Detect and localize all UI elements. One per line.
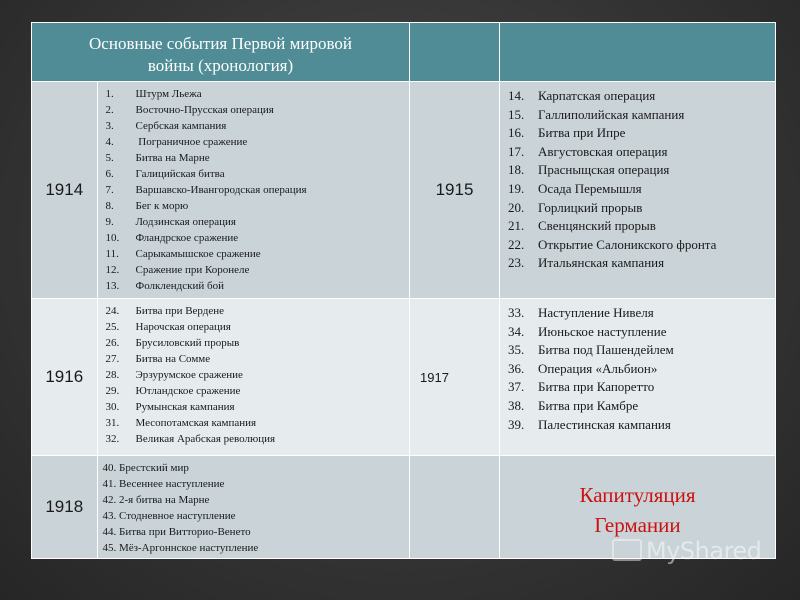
watermark bbox=[612, 537, 761, 565]
list-item bbox=[106, 415, 410, 431]
chronology-table bbox=[31, 22, 776, 559]
item-text: Ютландское сражение bbox=[135, 385, 241, 397]
list-item: 42. 2-я битва на Марне bbox=[102, 494, 210, 506]
item-number: 16. bbox=[508, 125, 525, 141]
header-title-cell bbox=[32, 23, 410, 82]
item-number: 7. bbox=[105, 184, 114, 196]
watermark-text: MyShared bbox=[646, 537, 762, 565]
list-item bbox=[106, 399, 410, 415]
item-text: Прасныщская операция bbox=[538, 162, 670, 178]
item-text: Битва при Вердене bbox=[135, 305, 225, 317]
item-number: 4. bbox=[105, 136, 114, 148]
item-text: Наступление Нивеля bbox=[538, 305, 654, 320]
item-text: Галицийская битва bbox=[135, 168, 225, 180]
list-item bbox=[508, 143, 775, 162]
item-text: Осада Перемышля bbox=[538, 180, 642, 196]
item-text: Брусиловский прорыв bbox=[135, 337, 240, 349]
list-item: 40. Брестский мир bbox=[102, 462, 189, 474]
cell-1914 bbox=[32, 82, 410, 299]
events-1915-list bbox=[500, 82, 775, 273]
item-text: Пограничное сражение bbox=[135, 136, 248, 148]
presentation-icon bbox=[612, 539, 642, 561]
list-item bbox=[106, 262, 410, 278]
list-item bbox=[106, 319, 410, 335]
item-text: Фландрское сражение bbox=[135, 232, 239, 244]
item-text: Палестинская кампания bbox=[538, 416, 671, 432]
item-text: Месопотамская кампания bbox=[135, 417, 257, 429]
list-item bbox=[508, 304, 775, 323]
events-1914-list bbox=[98, 82, 410, 294]
item-number: 35. bbox=[508, 342, 525, 358]
item-number: 33. bbox=[508, 305, 525, 320]
list-item bbox=[106, 367, 410, 383]
item-number: 37. bbox=[508, 379, 525, 395]
list-item bbox=[106, 230, 410, 246]
list-item bbox=[106, 335, 410, 351]
item-text: Штурм Льежа bbox=[135, 88, 202, 100]
item-number: 2. bbox=[105, 104, 114, 116]
list-item bbox=[106, 150, 410, 166]
item-text: Румынская кампания bbox=[135, 401, 235, 413]
list-item bbox=[508, 323, 775, 342]
item-number: 25. bbox=[105, 321, 120, 333]
events-1918-list bbox=[98, 456, 410, 556]
list-item bbox=[106, 198, 410, 214]
item-text: Великая Арабская революция bbox=[135, 433, 276, 445]
item-number: 8. bbox=[105, 200, 114, 212]
list-item: 43. Стодневное наступление bbox=[102, 510, 236, 522]
list-item bbox=[106, 303, 410, 319]
capitulation-line-1: Капитуляция bbox=[579, 483, 696, 507]
item-number: 36. bbox=[508, 360, 525, 376]
item-number: 21. bbox=[508, 218, 525, 234]
item-number: 29. bbox=[105, 385, 120, 397]
list-item bbox=[508, 397, 775, 416]
cell-1918 bbox=[32, 456, 410, 559]
item-text: Операция «Альбион» bbox=[538, 360, 658, 376]
list-item: 41. Весеннее наступление bbox=[102, 478, 225, 490]
list-item bbox=[508, 254, 775, 273]
events-1915-cell bbox=[500, 82, 776, 299]
item-number: 38. bbox=[508, 397, 525, 413]
item-number: 24. bbox=[105, 305, 120, 317]
list-item bbox=[106, 86, 410, 102]
item-text: Варшавско-Ивангородская операция bbox=[135, 184, 307, 196]
item-number: 12. bbox=[105, 264, 120, 276]
list-item bbox=[508, 416, 775, 435]
item-text: Битва при Капоретто bbox=[538, 379, 655, 395]
title-line-1: Основные события Первой мировой bbox=[89, 34, 352, 53]
item-number: 31. bbox=[105, 417, 120, 429]
item-number: 22. bbox=[508, 236, 525, 252]
header-row bbox=[32, 23, 776, 82]
item-text: Битва при Ипре bbox=[538, 125, 626, 141]
empty-cell bbox=[410, 456, 500, 559]
list-item bbox=[508, 124, 775, 143]
item-number: 20. bbox=[508, 199, 525, 215]
item-text: Фолклендский бой bbox=[135, 280, 224, 292]
item-number: 32. bbox=[105, 433, 120, 445]
list-item bbox=[106, 182, 410, 198]
item-number: 13. bbox=[105, 280, 120, 292]
list-item bbox=[106, 134, 410, 150]
item-number: 23. bbox=[508, 255, 525, 271]
list-item bbox=[106, 246, 410, 262]
item-text: Сербская кампания bbox=[135, 120, 227, 132]
item-number: 15. bbox=[508, 106, 525, 122]
item-number: 1. bbox=[105, 88, 114, 100]
item-text: Свенцянский прорыв bbox=[538, 218, 656, 234]
year-1916: 1916 bbox=[32, 299, 97, 455]
table-row bbox=[32, 299, 776, 456]
events-1916-list bbox=[98, 299, 410, 447]
list-item: 45. Мёз-Аргоннское наступление bbox=[102, 542, 259, 554]
item-number: 26. bbox=[105, 337, 120, 349]
item-text: Восточно-Прусская операция bbox=[135, 104, 274, 116]
cell-1916 bbox=[32, 299, 410, 456]
item-number: 39. bbox=[508, 416, 525, 432]
item-number: 28. bbox=[105, 369, 120, 381]
list-item bbox=[106, 431, 410, 447]
item-text: Итальянская кампания bbox=[538, 255, 665, 271]
item-text: Битва при Камбре bbox=[538, 397, 639, 413]
list-item bbox=[508, 360, 775, 379]
year-1915: 1915 bbox=[410, 82, 500, 299]
header-empty-cell bbox=[500, 23, 776, 82]
list-item bbox=[106, 102, 410, 118]
item-text: Сражение при Коронеле bbox=[135, 264, 250, 276]
item-number: 19. bbox=[508, 180, 525, 196]
list-item bbox=[508, 106, 775, 125]
item-text: Галлиполийская кампания bbox=[538, 106, 685, 122]
table-row bbox=[32, 82, 776, 299]
item-text: Сарыкамышское сражение bbox=[135, 248, 261, 260]
item-text: Открытие Салоникского фронта bbox=[538, 236, 717, 252]
item-text: Бег к морю bbox=[135, 200, 189, 212]
item-number: 11. bbox=[105, 248, 119, 260]
list-item: 44. Битва при Витторио-Венето bbox=[102, 526, 251, 538]
list-item bbox=[508, 87, 775, 106]
events-1917-list bbox=[500, 299, 775, 434]
year-1918: 1918 bbox=[32, 456, 97, 558]
item-number: 17. bbox=[508, 143, 525, 159]
item-text: Нарочская операция bbox=[135, 321, 231, 333]
item-text: Карпатская операция bbox=[538, 88, 656, 103]
list-item bbox=[106, 278, 410, 294]
list-item bbox=[508, 180, 775, 199]
item-number: 6. bbox=[105, 168, 114, 180]
item-text: Битва на Марне bbox=[135, 152, 210, 164]
item-number: 3. bbox=[105, 120, 114, 132]
header-empty-cell bbox=[410, 23, 500, 82]
table-title bbox=[32, 23, 409, 77]
item-number: 30. bbox=[105, 401, 120, 413]
capitulation-text bbox=[500, 456, 775, 540]
year-1914: 1914 bbox=[32, 82, 97, 298]
list-item bbox=[106, 214, 410, 230]
list-item bbox=[106, 351, 410, 367]
list-item bbox=[508, 236, 775, 255]
item-text: Горлицкий прорыв bbox=[538, 199, 643, 215]
item-number: 9. bbox=[105, 216, 114, 228]
events-1918-cell bbox=[97, 456, 409, 558]
item-number: 5. bbox=[105, 152, 114, 164]
item-number: 18. bbox=[508, 162, 525, 178]
item-text: Битва под Пашендейлем bbox=[538, 342, 674, 358]
item-number: 34. bbox=[508, 323, 525, 339]
title-line-2: войны (хронология) bbox=[147, 56, 294, 75]
events-1916-cell bbox=[97, 299, 409, 455]
item-text: Июньское наступление bbox=[538, 323, 667, 339]
list-item bbox=[508, 199, 775, 218]
year-1917: 1917 bbox=[410, 299, 500, 456]
list-item bbox=[508, 217, 775, 236]
item-number: 10. bbox=[105, 232, 120, 244]
list-item bbox=[106, 166, 410, 182]
list-item bbox=[508, 378, 775, 397]
item-text: Эрзурумское сражение bbox=[135, 369, 243, 381]
list-item bbox=[508, 341, 775, 360]
item-text: Августовская операция bbox=[538, 143, 668, 159]
item-text: Лодзинская операция bbox=[135, 216, 236, 228]
events-1917-cell bbox=[500, 299, 776, 456]
list-item bbox=[508, 161, 775, 180]
list-item bbox=[106, 118, 410, 134]
list-item bbox=[106, 383, 410, 399]
item-text: Битва на Сомме bbox=[135, 353, 211, 365]
item-number: 14. bbox=[508, 88, 525, 103]
capitulation-line-2: Германии bbox=[594, 513, 681, 537]
events-1914-cell bbox=[97, 82, 409, 298]
item-number: 27. bbox=[105, 353, 120, 365]
